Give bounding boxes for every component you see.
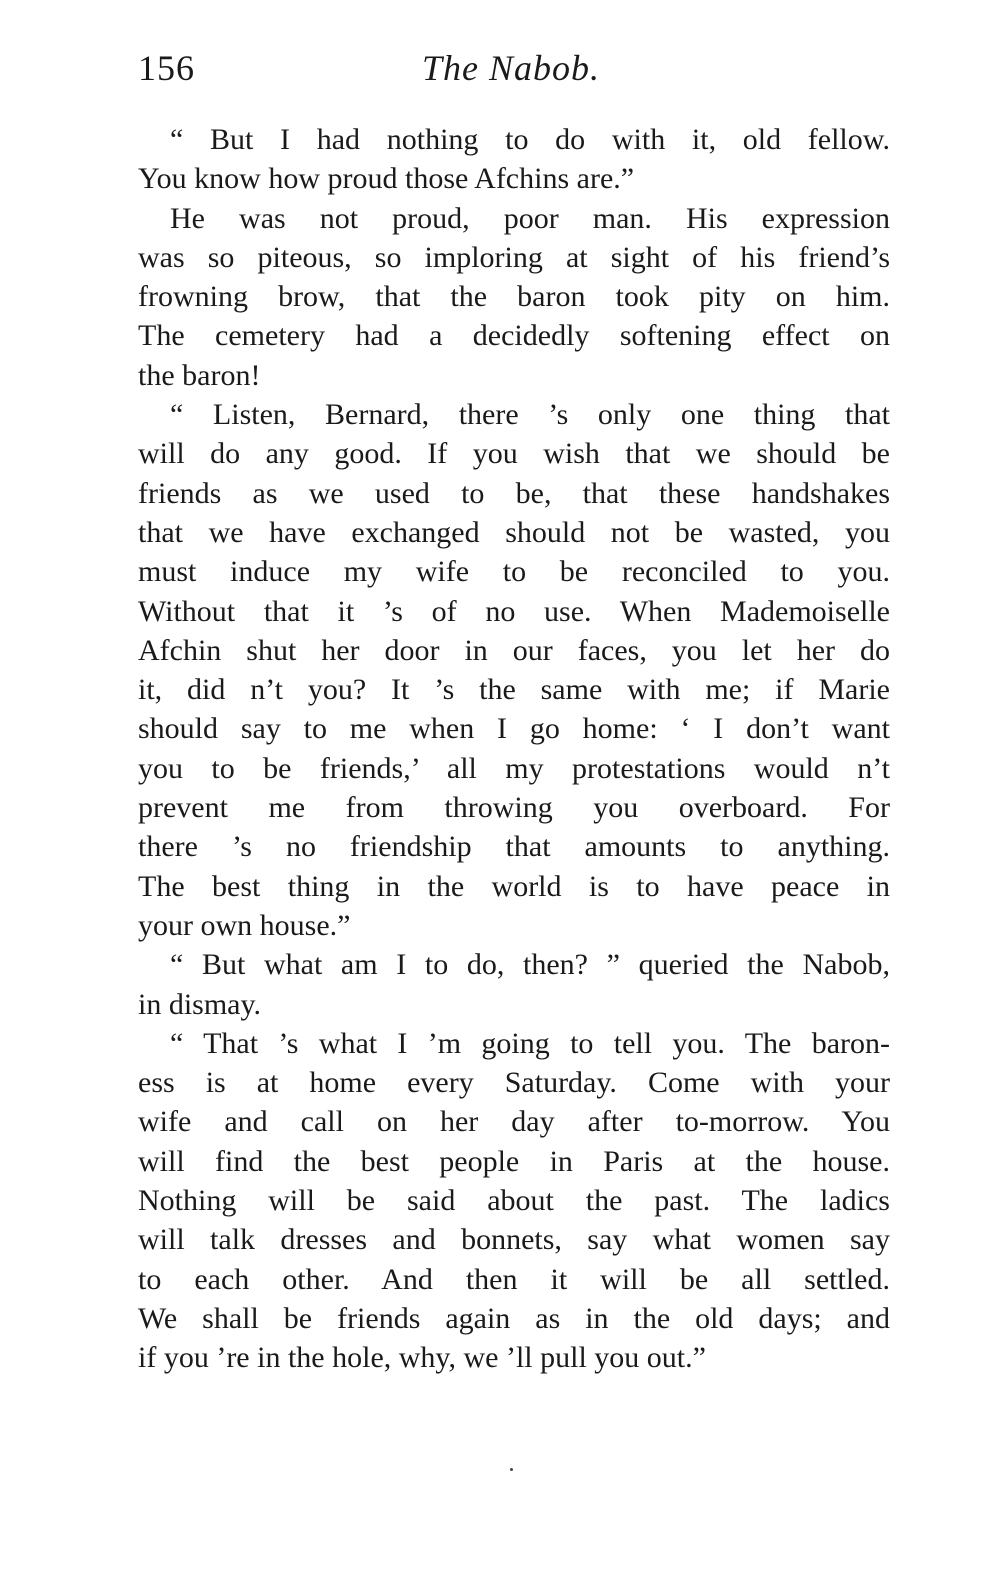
paragraph: [138, 120, 890, 199]
text-line: Afchin shut her door in our faces, you let her do: [138, 633, 890, 667]
text-line: The best thing in the world is to have peace in: [138, 869, 890, 903]
text-line: will talk dresses and bonnets, say what women say: [138, 1223, 890, 1257]
text-line: You know how proud those Afchins are.”: [138, 162, 635, 196]
text-line: that we have exchanged should not be wasted, you: [138, 515, 890, 549]
text-line: you to be friends,’ all my protestations would n’t: [138, 751, 890, 785]
text-line: it, did n’t you? It ’s the same with me; if Marie: [138, 673, 890, 707]
text-line: if you ’re in the hole, why, we ’ll pull you out.”: [138, 1341, 706, 1375]
text-line: “ Listen, Bernard, there ’s only one thing that: [170, 398, 890, 432]
text-line: to each other. And then it will be all settled.: [138, 1262, 890, 1296]
text-line: in dismay.: [138, 987, 262, 1021]
text-line: there ’s no friendship that amounts to anything.: [138, 830, 890, 864]
text-line: must induce my wife to be reconciled to you.: [138, 555, 890, 589]
text-line: “ But what am I to do, then? ” queried the Nabob,: [170, 948, 890, 982]
running-head: [138, 44, 890, 92]
text-line: wife and call on her day after to-morrow. You: [138, 1105, 890, 1139]
book-title: The Nabob.: [422, 48, 601, 88]
paragraph: [138, 199, 890, 395]
paragraph: [138, 395, 890, 945]
text-line: will do any good. If you wish that we should be: [138, 437, 890, 471]
page-speck: [510, 1468, 513, 1471]
text-line: friends as we used to be, that these handshakes: [138, 476, 890, 510]
text-line: prevent me from throwing you overboard. For: [138, 791, 890, 825]
text-line: was so piteous, so imploring at sight of his friend’s: [138, 240, 890, 274]
text-line: the baron!: [138, 358, 261, 392]
page-number: 156: [138, 48, 195, 88]
text-line: “ But I had nothing to do with it, old fellow.: [170, 123, 890, 156]
text-body: [138, 120, 890, 1378]
text-line: The cemetery had a decidedly softening effect on: [138, 319, 890, 353]
text-line: “ That ’s what I ’m going to tell you. The baron-: [170, 1026, 890, 1060]
text-line: Nothing will be said about the past. The ladics: [138, 1184, 890, 1218]
text-line: your own house.”: [138, 908, 351, 942]
text-line: Without that it ’s of no use. When Mademoiselle: [138, 594, 890, 628]
text-line: frowning brow, that the baron took pity on him.: [138, 280, 890, 314]
text-line: We shall be friends again as in the old days; and: [138, 1301, 890, 1335]
text-line: will find the best people in Paris at the house.: [138, 1144, 890, 1178]
text-line: ess is at home every Saturday. Come with your: [138, 1066, 890, 1100]
text-line: He was not proud, poor man. His expression: [170, 201, 890, 235]
paragraph: [138, 945, 890, 1024]
paragraph: [138, 1024, 890, 1378]
text-line: should say to me when I go home: ‘ I don’t want: [138, 712, 890, 746]
